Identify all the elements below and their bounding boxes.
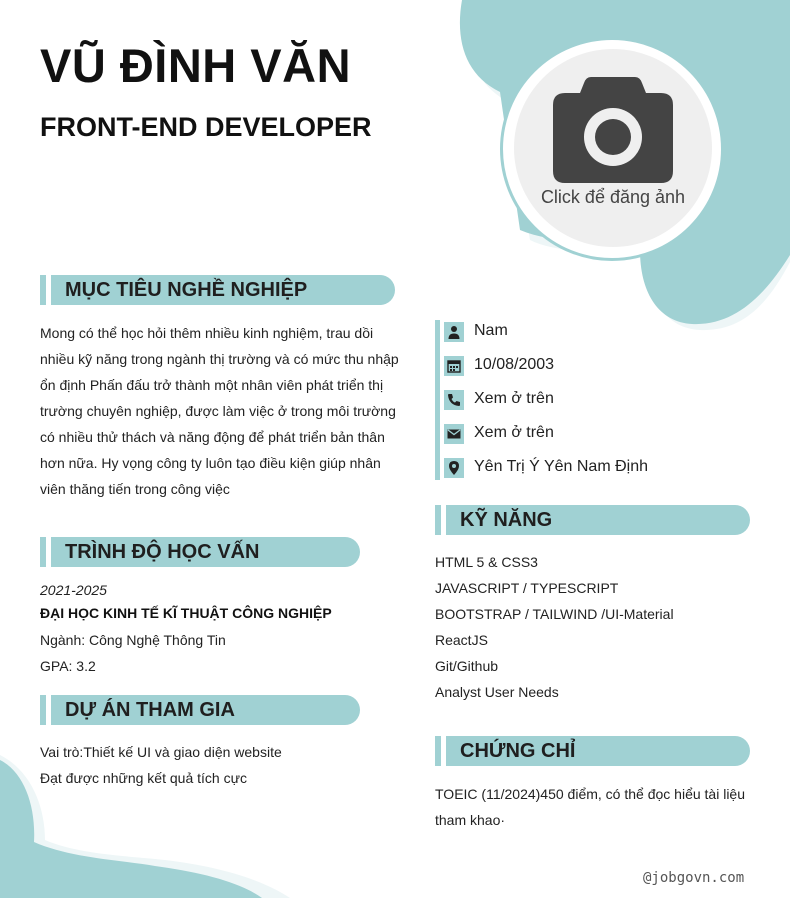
skills-heading-label: KỸ NĂNG (460, 509, 553, 531)
education-major: Ngành: Công Nghệ Thông Tin (40, 632, 226, 648)
education-period: 2021-2025 (40, 582, 107, 598)
camera-icon (553, 77, 673, 183)
watermark: @jobgovn.com (643, 870, 745, 886)
education-heading-label: TRÌNH ĐỘ HỌC VẤN (65, 541, 260, 563)
info-address-value: Yên Trị Ý Yên Nam Định (474, 458, 649, 475)
location-icon (444, 458, 464, 478)
info-birthdate-value: 10/08/2003 (474, 356, 555, 373)
project-item: Đạt được những kết quả tích cực (40, 770, 247, 786)
objective-line: ổn định Phấn đấu trở thành một nhân viên phát triển thị (40, 377, 384, 393)
projects-heading-label: DỰ ÁN THAM GIA (65, 699, 235, 721)
skill-item: Analyst User Needs (435, 684, 559, 700)
objective-heading-label: MỤC TIÊU NGHỀ NGHIỆP (65, 279, 308, 301)
education-heading (40, 537, 360, 567)
objective-line: Mong có thể học hỏi thêm nhiều kinh nghiệm, trau dồi (40, 325, 374, 341)
objective-line: viên thăng tiến trong công việc (40, 481, 230, 497)
objective-line: có nhiều thử thách và năng động để phát triển bản thân (40, 429, 385, 445)
certificates-text (435, 781, 755, 833)
phone-icon (444, 390, 464, 410)
person-icon (444, 322, 464, 342)
certificate-line: tham khao· (435, 812, 506, 828)
certificates-heading (435, 736, 750, 766)
objective-line: trường chuyên nghiệp, được làm việc ở trong môi trường (40, 403, 396, 419)
candidate-name: VŨ ĐÌNH VĂN (40, 39, 352, 92)
calendar-icon (444, 356, 464, 376)
skill-item: JAVASCRIPT / TYPESCRIPT (435, 580, 619, 596)
objective-heading (40, 275, 395, 305)
objective-line: nhiều kỹ năng trong ngành thị trường và có mức thu nhập (40, 351, 399, 367)
photo-upload-button[interactable] (514, 49, 712, 247)
info-gender-value: Nam (474, 322, 508, 339)
project-item: Vai trò:Thiết kế UI và giao diện website (40, 744, 282, 760)
skill-item: ReactJS (435, 632, 488, 648)
photo-upload-caption: Click để đăng ảnh (540, 187, 686, 207)
skill-item: Git/Github (435, 658, 499, 674)
projects-heading (40, 695, 360, 725)
mail-icon (444, 424, 464, 444)
objective-line: hơn nữa. Hy vọng công ty luôn tạo điều kiện giúp nhân (40, 455, 381, 471)
skill-item: HTML 5 & CSS3 (435, 554, 538, 570)
education-school: ĐẠI HỌC KINH TẾ KĨ THUẬT CÔNG NGHIỆP (40, 605, 332, 621)
certificate-line: TOEIC (11/2024)450 điểm, có thể đọc hiểu tài liệu (435, 786, 745, 802)
skill-item: BOOTSTRAP / TAILWIND /UI-Material (435, 606, 674, 622)
info-phone-value: Xem ở trên (474, 390, 554, 407)
skills-heading (435, 505, 750, 535)
objective-text (40, 320, 405, 502)
education-gpa: GPA: 3.2 (40, 658, 96, 674)
job-title: FRONT-END DEVELOPER (40, 112, 372, 142)
info-email-value: Xem ở trên (474, 424, 554, 441)
info-divider (435, 320, 440, 480)
certificates-heading-label: CHỨNG CHỈ (460, 740, 576, 762)
